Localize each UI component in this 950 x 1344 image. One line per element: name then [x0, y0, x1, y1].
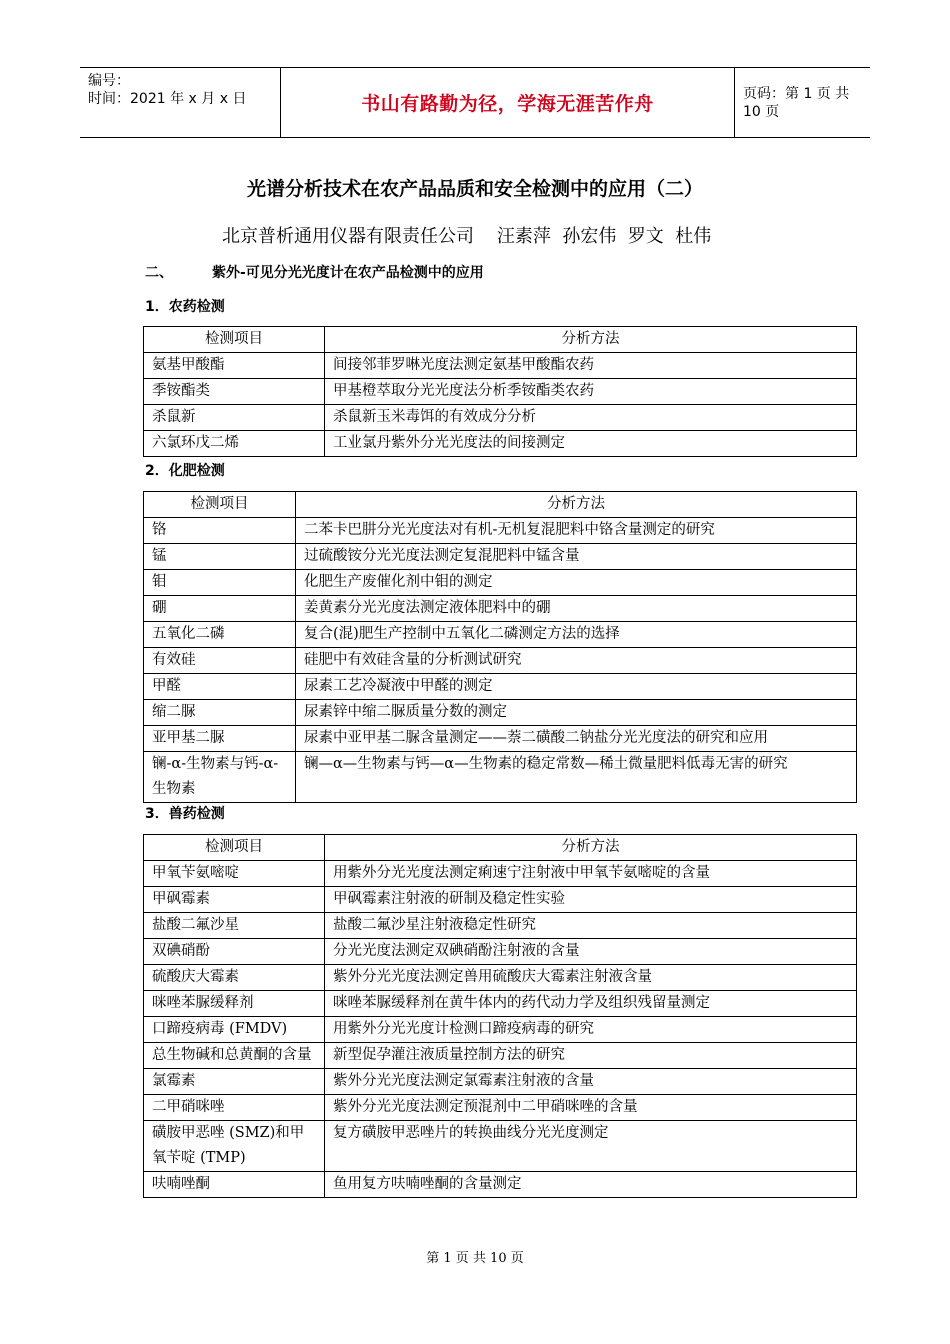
item-cell: 磺胺甲恶唑 (SMZ)和甲氧苄啶 (TMP)	[144, 1121, 325, 1172]
method-cell: 间接邻菲罗啉光度法测定氨基甲酸酯农药	[325, 353, 857, 379]
veterinary-drug-table	[143, 834, 857, 1198]
table-row	[144, 991, 857, 1017]
section-number: 二、	[145, 265, 173, 281]
item-cell: 咪唑苯脲缓释剂	[144, 991, 325, 1017]
header-meta	[80, 68, 280, 137]
table-row	[144, 752, 857, 803]
fertilizer-table	[143, 491, 857, 803]
item-cell: 有效硅	[144, 648, 296, 674]
item-cell: 双碘硝酚	[144, 939, 325, 965]
table-row	[144, 939, 857, 965]
table-header-row	[144, 492, 857, 518]
item-cell: 盐酸二氟沙星	[144, 913, 325, 939]
document-header	[80, 67, 870, 138]
table-row	[144, 1043, 857, 1069]
method-cell: 尿素工艺冷凝液中甲醛的测定	[296, 674, 857, 700]
method-cell: 紫外分光光度法测定氯霉素注射液的含量	[325, 1069, 857, 1095]
method-cell: 鱼用复方呋喃唑酮的含量测定	[325, 1172, 857, 1198]
table-row	[144, 965, 857, 991]
method-cell: 镧—α—生物素与钙—α—生物素的稳定常数—稀土微量肥料低毒无害的研究	[296, 752, 857, 803]
method-cell: 尿素中亚甲基二脲含量测定——萘二磺酸二钠盐分光光度法的研究和应用	[296, 726, 857, 752]
table-1-heading: 1．农药检测	[145, 299, 225, 315]
table-row	[144, 1172, 857, 1198]
method-cell: 杀鼠新玉米毒饵的有效成分分析	[325, 405, 857, 431]
table-row	[144, 622, 857, 648]
method-cell: 尿素锌中缩二脲质量分数的测定	[296, 700, 857, 726]
item-cell: 镧-α-生物素与钙-α-生物素	[144, 752, 296, 803]
method-cell: 紫外分光光度法测定预混剂中二甲硝咪唑的含量	[325, 1095, 857, 1121]
table-row	[144, 379, 857, 405]
header-page-cell	[735, 68, 870, 137]
method-cell: 二苯卡巴肼分光光度法对有机-无机复混肥料中铬含量测定的研究	[296, 518, 857, 544]
table-row	[144, 1017, 857, 1043]
table-row	[144, 544, 857, 570]
column-header-method: 分析方法	[296, 492, 857, 518]
item-cell: 二甲硝咪唑	[144, 1095, 325, 1121]
method-cell: 新型促孕灌注液质量控制方法的研究	[325, 1043, 857, 1069]
table-row	[144, 353, 857, 379]
method-cell: 甲砜霉素注射液的研制及稳定性实验	[325, 887, 857, 913]
method-cell: 咪唑苯脲缓释剂在黄牛体内的药代动力学及组织残留量测定	[325, 991, 857, 1017]
item-cell: 氨基甲酸酯	[144, 353, 325, 379]
item-cell: 氯霉素	[144, 1069, 325, 1095]
method-cell: 复合(混)肥生产控制中五氧化二磷测定方法的选择	[296, 622, 857, 648]
number-label: 编号：	[88, 73, 130, 89]
item-cell: 锰	[144, 544, 296, 570]
table-row	[144, 518, 857, 544]
table-row	[144, 596, 857, 622]
item-cell: 甲氧苄氨嘧啶	[144, 861, 325, 887]
column-header-item: 检测项目	[144, 492, 296, 518]
section-title: 紫外-可见分光光度计在农产品检测中的应用	[212, 265, 484, 281]
section-heading	[145, 262, 484, 282]
header-motto-cell	[280, 68, 735, 137]
table-header-row	[144, 327, 857, 353]
item-cell: 口蹄疫病毒 (FMDV)	[144, 1017, 325, 1043]
method-cell: 甲基橙萃取分光光度法分析季铵酯类农药	[325, 379, 857, 405]
table-row	[144, 913, 857, 939]
page-footer: 第 1 页 共 10 页	[426, 1251, 524, 1266]
column-header-method: 分析方法	[325, 327, 857, 353]
table-row	[144, 1069, 857, 1095]
method-cell: 紫外分光光度法测定兽用硫酸庆大霉素注射液含量	[325, 965, 857, 991]
table-header-row	[144, 835, 857, 861]
motto: 书山有路勤为径，学海无涯苦作舟	[361, 93, 654, 115]
method-cell: 姜黄素分光光度法测定液体肥料中的硼	[296, 596, 857, 622]
item-cell: 硫酸庆大霉素	[144, 965, 325, 991]
item-cell: 季铵酯类	[144, 379, 325, 405]
item-cell: 钼	[144, 570, 296, 596]
method-cell: 复方磺胺甲恶唑片的转换曲线分光光度测定	[325, 1121, 857, 1172]
table-2-heading: 2．化肥检测	[145, 463, 225, 479]
item-cell: 铬	[144, 518, 296, 544]
table-row	[144, 431, 857, 457]
document-title: 光谱分析技术在农产品品质和安全检测中的应用（二）	[246, 178, 703, 200]
item-cell: 甲醛	[144, 674, 296, 700]
table-row	[144, 887, 857, 913]
table-row	[144, 861, 857, 887]
table-row	[144, 674, 857, 700]
table-row	[144, 405, 857, 431]
column-header-item: 检测项目	[144, 327, 325, 353]
pesticide-table	[143, 326, 857, 457]
column-header-item: 检测项目	[144, 835, 325, 861]
time-label: 时间：2021 年 x 月 x 日	[88, 91, 247, 107]
item-cell: 亚甲基二脲	[144, 726, 296, 752]
method-cell: 工业氯丹紫外分光光度法的间接测定	[325, 431, 857, 457]
item-cell: 甲砜霉素	[144, 887, 325, 913]
method-cell: 分光光度法测定双碘硝酚注射液的含量	[325, 939, 857, 965]
authors-line: 北京普析通用仪器有限责任公司 汪素萍 孙宏伟 罗文 杜伟	[222, 226, 712, 247]
table-row	[144, 1121, 857, 1172]
method-cell: 用紫外分光光度法测定痢速宁注射液中甲氧苄氨嘧啶的含量	[325, 861, 857, 887]
table-row	[144, 648, 857, 674]
table-row	[144, 700, 857, 726]
method-cell: 用紫外分光光度计检测口蹄疫病毒的研究	[325, 1017, 857, 1043]
table-row	[144, 1095, 857, 1121]
item-cell: 硼	[144, 596, 296, 622]
item-cell: 呋喃唑酮	[144, 1172, 325, 1198]
method-cell: 化肥生产废催化剂中钼的测定	[296, 570, 857, 596]
table-row	[144, 570, 857, 596]
method-cell: 盐酸二氟沙星注射液稳定性研究	[325, 913, 857, 939]
item-cell: 总生物碱和总黄酮的含量	[144, 1043, 325, 1069]
item-cell: 杀鼠新	[144, 405, 325, 431]
item-cell: 六氯环戊二烯	[144, 431, 325, 457]
method-cell: 硅肥中有效硅含量的分析测试研究	[296, 648, 857, 674]
item-cell: 缩二脲	[144, 700, 296, 726]
method-cell: 过硫酸铵分光光度法测定复混肥料中锰含量	[296, 544, 857, 570]
page-code: 页码：第 1 页 共 10 页	[743, 85, 850, 120]
column-header-method: 分析方法	[325, 835, 857, 861]
item-cell: 五氧化二磷	[144, 622, 296, 648]
table-row	[144, 726, 857, 752]
table-3-heading: 3．兽药检测	[145, 806, 225, 822]
